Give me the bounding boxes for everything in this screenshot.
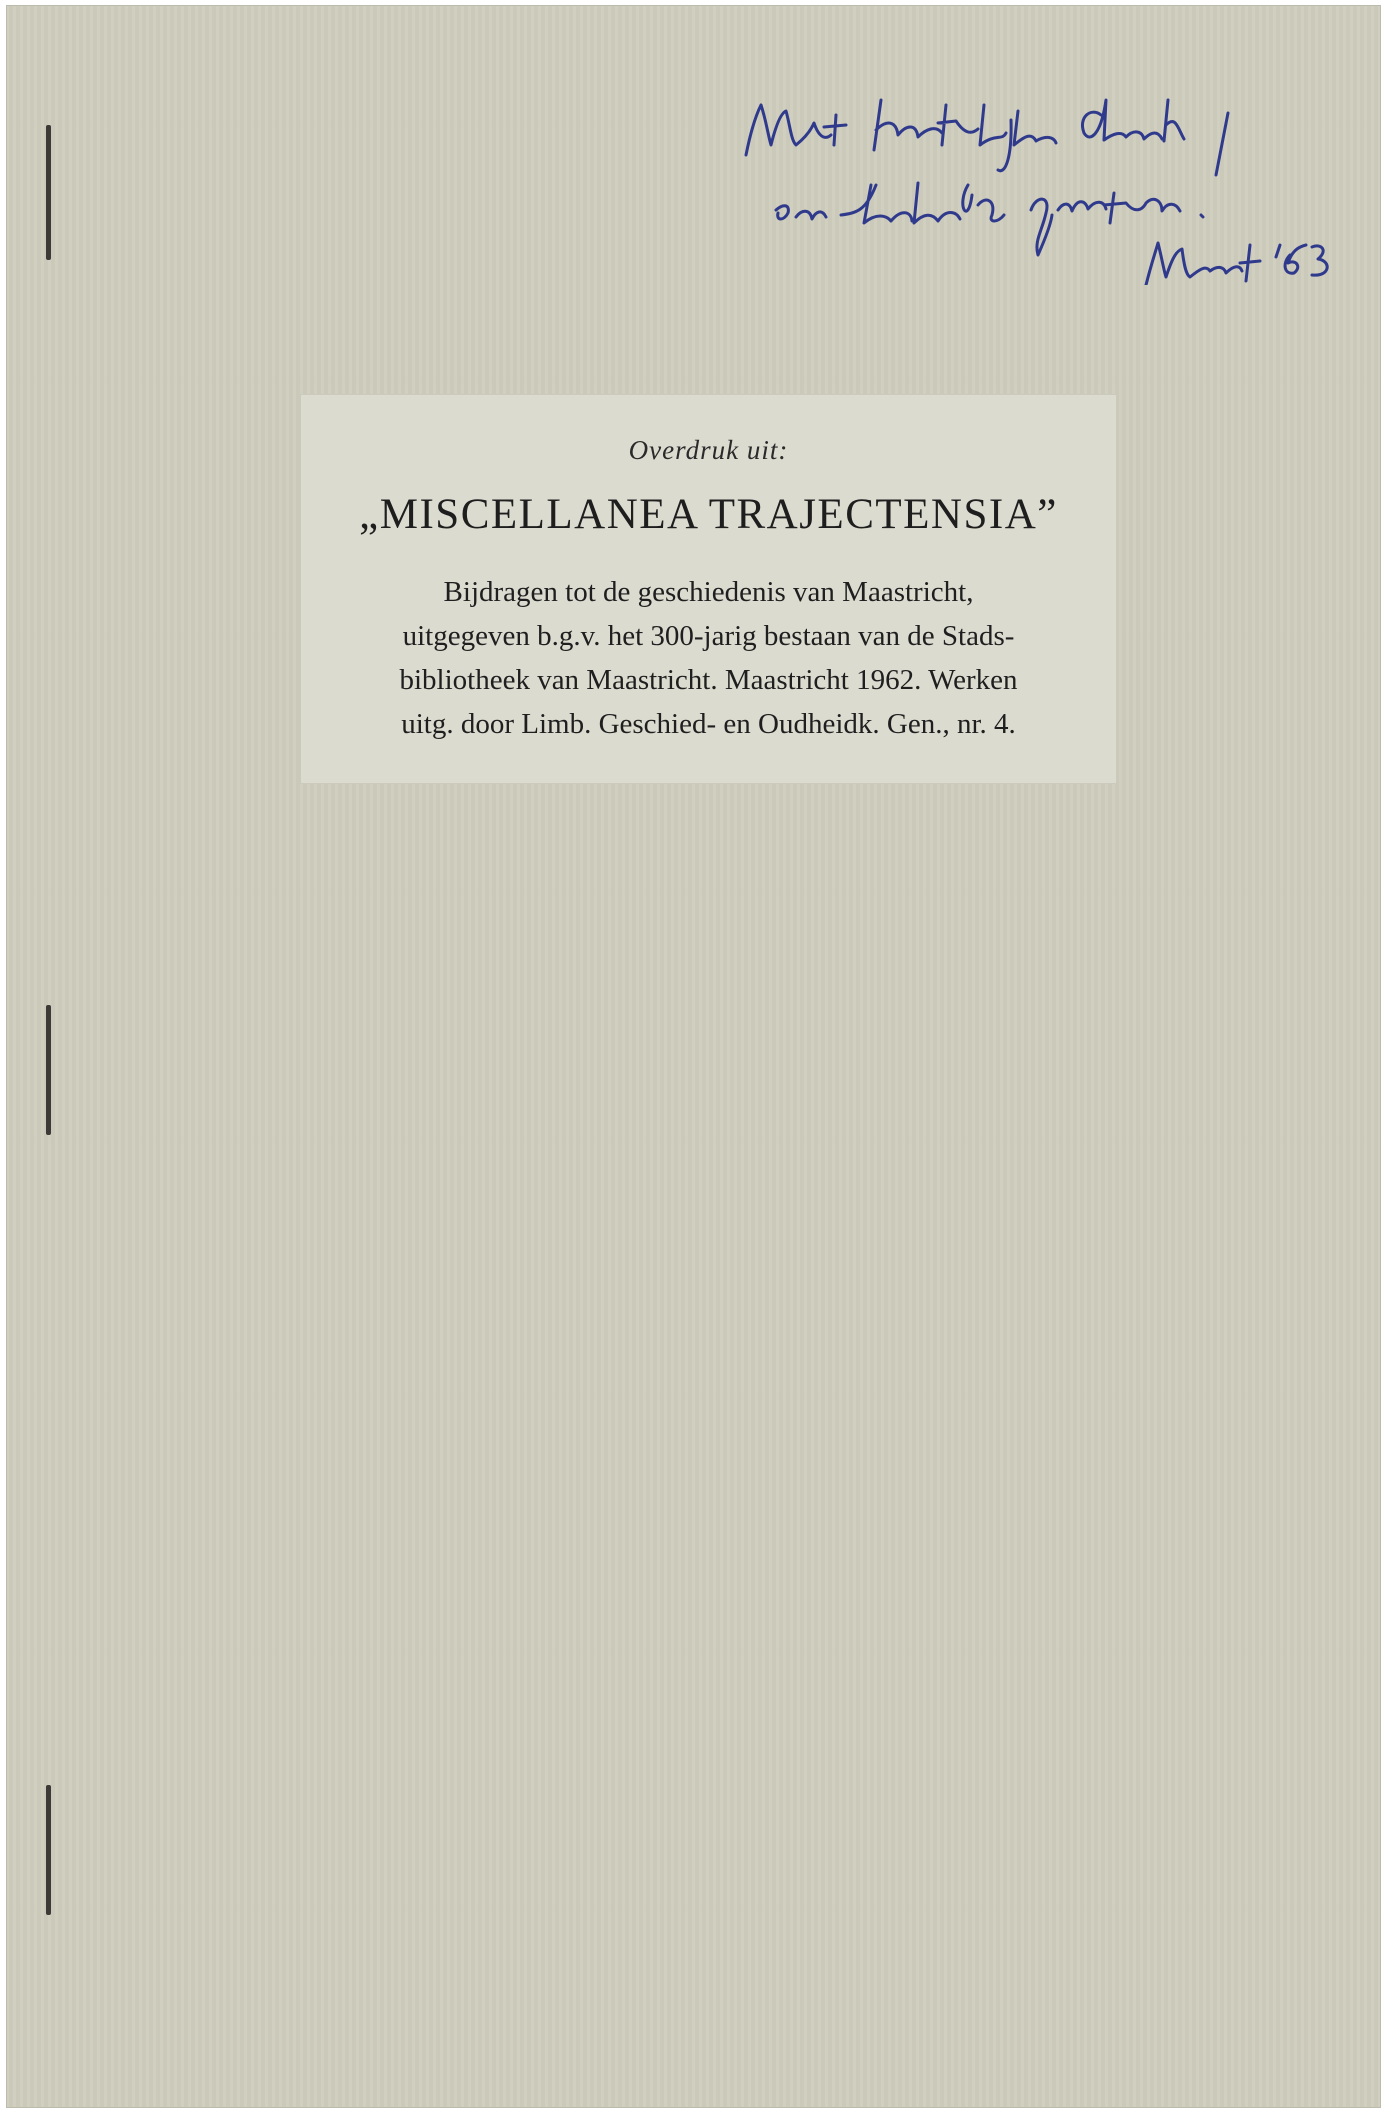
handwritten-inscription [706, 45, 1346, 285]
description-line-4: uitg. door Limb. Geschied- en Oudheidk. Gen., nr. 4. [401, 708, 1016, 740]
description-line-1: Bijdragen tot de geschiedenis van Maastricht, [443, 576, 974, 608]
booklet-cover [6, 5, 1381, 2108]
overdruk-line: Overdruk uit: [628, 435, 789, 465]
pasted-title-label [301, 395, 1116, 783]
staple-middle [46, 1005, 51, 1135]
staple-bottom [46, 1785, 51, 1915]
staple-top [46, 125, 51, 260]
series-title: „MISCELLANEA TRAJECTENSIA” [359, 491, 1058, 538]
description-line-3: bibliotheek van Maastricht. Maastricht 1962. Werken [399, 664, 1018, 696]
description-line-2: uitgegeven b.g.v. het 300-jarig bestaan van de Stads- [402, 620, 1015, 652]
handwriting-drawing [706, 45, 1346, 285]
description-block [341, 570, 1076, 746]
